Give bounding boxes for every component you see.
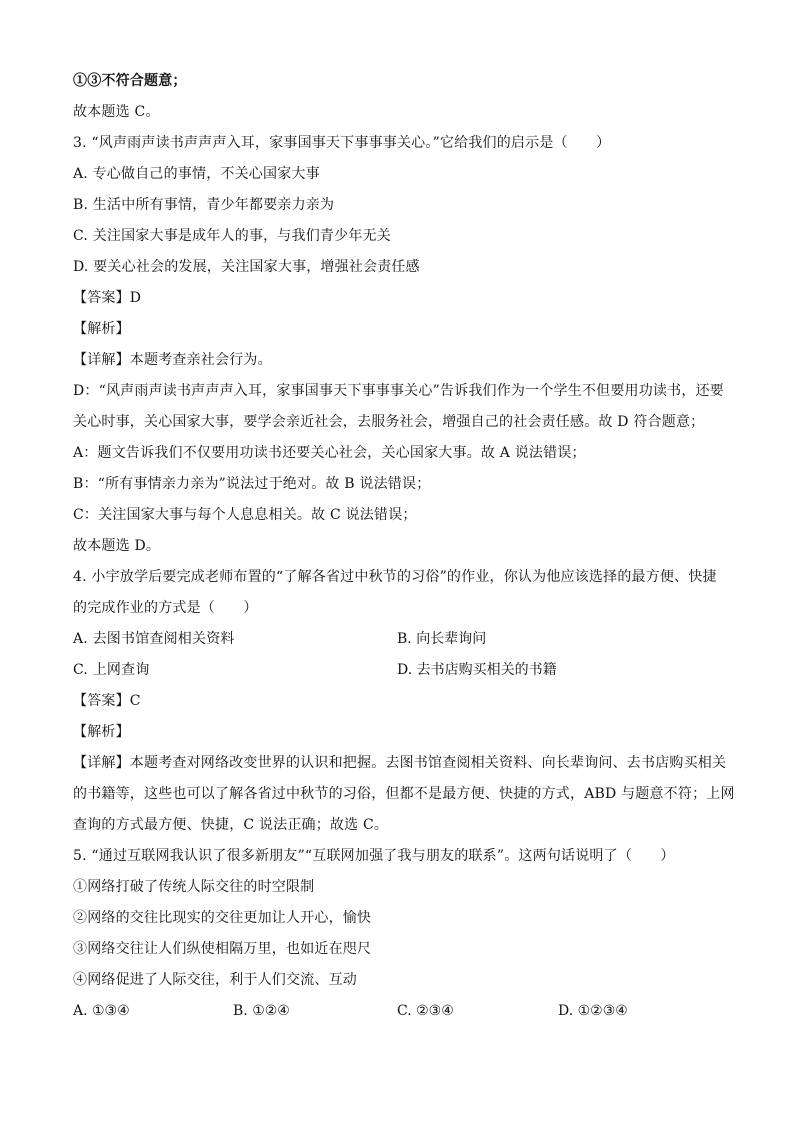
question-5-option-a: A. ①③④ — [73, 1003, 130, 1019]
text-line: ①③不符合题意； — [73, 73, 187, 89]
statement-2: ②网络的交往比现实的交往更加让人开心，愉快 — [73, 910, 372, 926]
question-3-option-d: D. 要关心社会的发展，关注国家大事，增强社会责任感 — [73, 259, 420, 275]
question-4-stem: 4. 小宇放学后要完成老师布置的“了解各省过中秋节的习俗”的作业，你认为他应该选择的最方便、快捷 — [73, 569, 717, 585]
text-line: D：“风声雨声读书声声声入耳，家事国事天下事事事关心”告诉我们作为一个学生不但要用功读书，还要 — [73, 383, 724, 399]
detail-label: 【详解】本题考查亲社会行为。 — [73, 352, 272, 368]
answer-label: 【答案】D — [73, 290, 142, 306]
question-3-option-b: B. 生活中所有事情，青少年都要亲力亲为 — [73, 197, 335, 213]
text-line: 【详解】本题考查对网络改变世界的认识和把握。去图书馆查阅相关资料、向长辈询问、去书店购买相关 — [73, 755, 727, 771]
question-5-option-c: C. ②③④ — [397, 1003, 454, 1019]
text-line: 关心时事，关心国家大事，要学会亲近社会，去服务社会，增强自己的社会责任感。故 D 符合题意； — [73, 414, 705, 430]
question-4-option-a: A. 去图书馆查阅相关资料 — [73, 631, 235, 647]
question-3-stem: 3. “风声雨声读书声声声入耳，家事国事天下事事事关心。”它给我们的启示是（ ） — [73, 135, 611, 151]
question-4-stem-cont: 的完成作业的方式是（ ） — [73, 600, 258, 616]
text-line: 的书籍等，这些也可以了解各省过中秋节的习俗，但都不是最方便、快捷的方式，ABD 与题意不符；上网 — [73, 786, 735, 802]
question-3-option-a: A. 专心做自己的事情，不关心国家大事 — [73, 166, 320, 182]
question-5-stem: 5. “通过互联网我认识了很多新朋友”“互联网加强了我与朋友的联系”。这两句话说明了（ ） — [73, 848, 675, 864]
question-5-option-b: B. ①②④ — [233, 1003, 290, 1019]
text-line: B：“所有事情亲力亲为”说法过于绝对。故 B 说法错误； — [73, 476, 431, 492]
text-line: C：关注国家大事与每个人息息相关。故 C 说法错误； — [73, 507, 417, 523]
text-line: A：题文告诉我们不仅要用功读书还要关心社会，关心国家大事。故 A 说法错误； — [73, 445, 586, 461]
text-line: 查询的方式最方便、快捷，C 说法正确；故选 C。 — [73, 817, 389, 833]
question-4-option-c: C. 上网查询 — [73, 662, 150, 678]
statement-3: ③网络交往让人们纵使相隔万里，也如近在咫尺 — [73, 941, 372, 957]
question-5-option-d: D. ①②③④ — [558, 1003, 628, 1019]
analysis-label: 【解析】 — [73, 321, 130, 337]
analysis-label: 【解析】 — [73, 724, 130, 740]
statement-4: ④网络促进了人际交往，利于人们交流、互动 — [73, 972, 357, 988]
text-line: 故本题选 C。 — [73, 104, 160, 120]
question-4-option-b: B. 向长辈询问 — [397, 631, 487, 647]
text-line: 故本题选 D。 — [73, 538, 161, 554]
question-4-option-d: D. 去书店购买相关的书籍 — [397, 662, 557, 678]
statement-1: ①网络打破了传统人际交往的时空限制 — [73, 879, 315, 895]
question-3-option-c: C. 关注国家大事是成年人的事，与我们青少年无关 — [73, 228, 391, 244]
answer-label: 【答案】C — [73, 693, 141, 709]
